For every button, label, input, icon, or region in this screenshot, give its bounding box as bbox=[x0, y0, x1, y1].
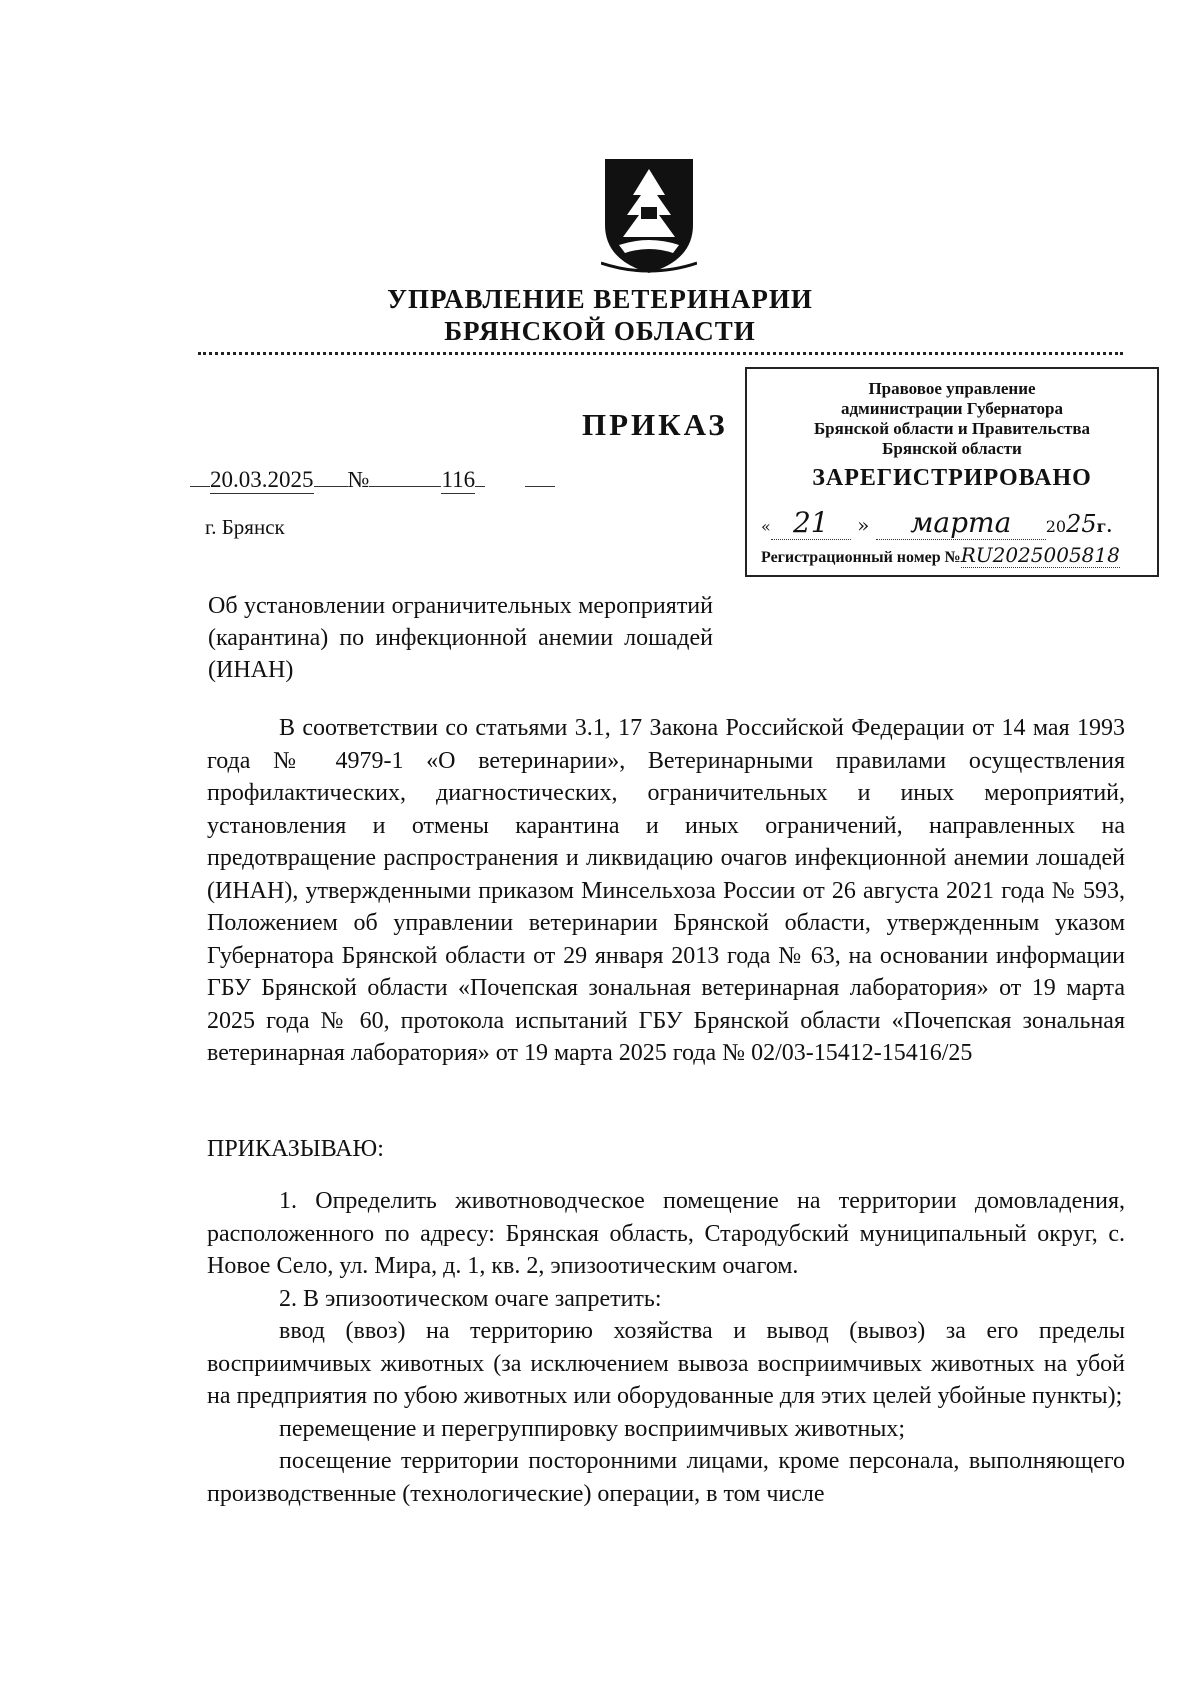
document-date: 20.03.2025 bbox=[210, 467, 314, 492]
stamp-month: марта bbox=[876, 506, 1046, 540]
stamp-line1: Правовое управление bbox=[868, 379, 1036, 398]
header-divider bbox=[198, 352, 1123, 355]
stamp-line4: Брянской области bbox=[882, 439, 1022, 458]
document-type-title: ПРИКАЗ bbox=[582, 407, 728, 442]
document-number: 116 bbox=[441, 467, 476, 492]
stamp-year-suffix: 25 bbox=[1066, 510, 1097, 538]
order-item-2-clause-2: перемещение и перегруппировку восприимчивых животных; bbox=[279, 1415, 906, 1442]
document-city: г. Брянск bbox=[205, 515, 285, 539]
order-item-1: 1. Определить животноводческое помещение на территории домовладения, расположенного по адресу: Брянская область, Стародубский муниципальный округ, с. Новое Село, ул. Мира, д. 1, кв. 2, эпизоотическим очагом. bbox=[207, 1188, 1125, 1279]
number-label: № bbox=[347, 467, 370, 492]
order-items bbox=[207, 1175, 1125, 1510]
order-item-2-clause-1: ввод (ввоз) на территорию хозяйства и вывод (вывоз) за его пределы восприимчивых животных (за исключением вывоза восприимчивых животных на убой на предприятия по убою животных или оборудованные для этих целей убойные пункты); bbox=[207, 1318, 1125, 1409]
stamp-registered-label: ЗАРЕГИСТРИРОВАНО bbox=[812, 465, 1092, 491]
stamp-registration-number bbox=[761, 543, 1120, 567]
organization-name-line1: УПРАВЛЕНИЕ ВЕТЕРИНАРИИ bbox=[387, 284, 813, 314]
order-word: ПРИКАЗЫВАЮ: bbox=[207, 1136, 384, 1162]
order-item-2-clause-3: посещение территории посторонними лицами, кроме персонала, выполняющего производственные (технологические) операции, в том числе bbox=[207, 1448, 1125, 1507]
order-item-2: 2. В эпизоотическом очаге запретить: bbox=[279, 1285, 662, 1312]
stamp-year-unit: г. bbox=[1096, 517, 1113, 536]
stamp-line3: Брянской области и Правительства bbox=[813, 419, 1091, 438]
stamp-date: « 21 » марта 2025г. bbox=[761, 506, 1113, 539]
coat-of-arms-emblem bbox=[601, 155, 697, 277]
stamp-day: 21 bbox=[771, 506, 851, 540]
organization-name-line2: БРЯНСКОЙ ОБЛАСТИ bbox=[444, 316, 756, 346]
stamp-reg-label: Регистрационный номер № bbox=[761, 549, 961, 566]
registration-stamp bbox=[745, 367, 1159, 577]
preamble-paragraph: В соответствии со статьями 3.1, 17 Закона Российской Федерации от 14 мая 1993 года № 4979-1 «О ветеринарии», Ветеринарными правилами осуществления профилактических, диагностических, ограничительных и иных мероприятий, установления и отмены карантина и иных ограничений, направленных на предотвращение распространения и ликвидацию очагов инфекционной анемии лошадей (ИНАН), утвержденными приказом Минсельхоза России от 26 августа 2021 года № 593, Положением об управлении ветеринарии Брянской области, утвержденным указом Губернатора Брянской области от 29 января 2013 года № 63, на основании информации ГБУ Брянской области «Почепская зональная ветеринарная лаборатория» от 19 марта 2025 года № 60, протокола испытаний ГБУ Брянской области «Почепская зональная ветеринарная лаборатория» от 19 марта 2025 года № 02/03-15412-15416/25 bbox=[207, 715, 1125, 1066]
emblem-shield-icon bbox=[601, 155, 697, 277]
stamp-year-prefix: 20 bbox=[1045, 517, 1067, 536]
document-subject: Об установлении ограничительных мероприятий (карантина) по инфекционной анемии лошадей (ИНАН) bbox=[208, 593, 713, 683]
stamp-line2: администрации Губернатора bbox=[841, 399, 1063, 418]
document-date-number-line bbox=[190, 467, 555, 494]
stamp-reg-number: RU2025005818 bbox=[960, 543, 1120, 567]
